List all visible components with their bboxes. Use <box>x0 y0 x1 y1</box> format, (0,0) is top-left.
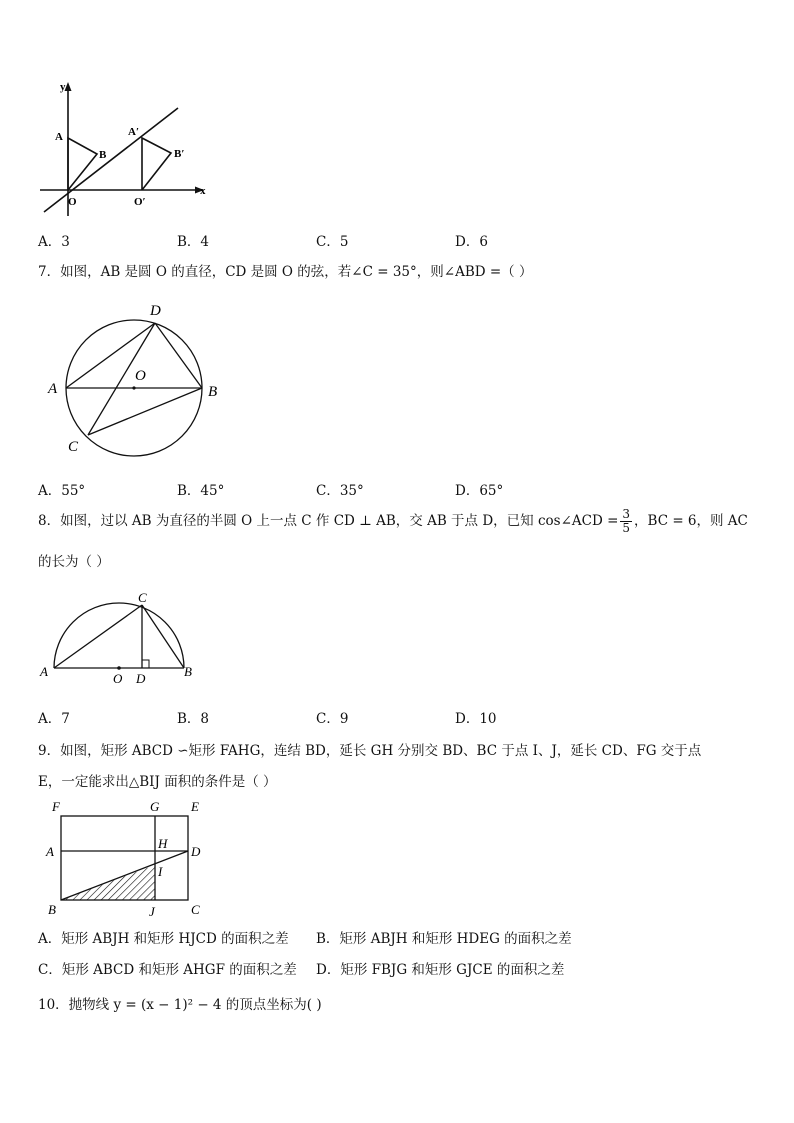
fig9-label-I: I <box>158 864 163 879</box>
fig6-label-y: y <box>60 81 66 93</box>
q7-option-c: C．35° <box>316 483 364 499</box>
fig8-label-A: A <box>40 664 48 679</box>
fig6-label-B: B <box>99 149 107 161</box>
figure-q6 <box>30 76 220 216</box>
q7-option-d: D．65° <box>455 483 504 499</box>
fig6-label-A-prime: A′ <box>128 126 140 138</box>
q8-option-a: A．7 <box>38 711 70 727</box>
q6-option-c: C．5 <box>316 234 349 250</box>
figure-q8-semicircle <box>36 590 206 690</box>
q8-frac-numerator: 3 <box>622 507 631 521</box>
fig9-label-H: H <box>158 836 168 851</box>
q9-option-d: D．矩形 FBJG 和矩形 GJCE 的面积之差 <box>316 962 565 978</box>
q8-option-b: B．8 <box>177 711 210 727</box>
q8-fraction <box>620 508 632 535</box>
fig8-label-C: C <box>138 590 147 605</box>
fig9-label-C: C <box>191 902 200 917</box>
fig7-label-A: A <box>48 381 58 397</box>
fig9-label-F: F <box>52 799 60 814</box>
fig6-label-A: A <box>55 131 63 143</box>
q8-option-c: C．9 <box>316 711 349 727</box>
fig8-label-B: B <box>184 664 192 679</box>
fig8-label-D: D <box>136 671 146 686</box>
q6-option-a: A．3 <box>38 234 70 250</box>
fig9-label-B: B <box>48 902 56 917</box>
fig6-label-x: x <box>200 185 206 197</box>
q8-question-line1 <box>38 506 748 536</box>
q7-question: 7．如图，AB 是圆 O 的直径，CD 是圆 O 的弦，若∠C = 35°，则∠ABD =（ ） <box>38 264 533 280</box>
q6-option-d: D．6 <box>455 234 488 250</box>
fig6-label-O-prime: O′ <box>134 196 146 208</box>
figure-q7-circle <box>40 298 230 458</box>
q9-option-c: C．矩形 ABCD 和矩形 AHGF 的面积之差 <box>38 962 297 978</box>
fig7-label-O: O <box>135 368 146 384</box>
q9-question-line1: 9．如图，矩形 ABCD ∽矩形 FAHG，连结 BD，延长 GH 分别交 BD、BC 于点 I、J，延长 CD、FG 交于点 <box>38 743 702 759</box>
q9-question-line2: E，一定能求出△BIJ 面积的条件是（ ） <box>38 774 277 790</box>
fig7-label-D: D <box>150 303 161 319</box>
fig7-label-C: C <box>68 439 79 455</box>
figure-q9-rectangles <box>40 798 220 920</box>
q10-question: 10．抛物线 y = (x − 1)² − 4 的顶点坐标为( ) <box>38 997 322 1013</box>
q6-option-b: B．4 <box>177 234 210 250</box>
q8-text-part1: 8．如图，过以 AB 为直径的半圆 O 上一点 C 作 CD ⊥ AB，交 AB 于点 D，已知 cos∠ACD = <box>38 513 619 529</box>
q9-option-b: B．矩形 ABJH 和矩形 HDEG 的面积之差 <box>316 931 572 947</box>
fig8-label-O: O <box>113 671 123 686</box>
fig9-label-J: J <box>149 904 155 919</box>
q8-text-part2: ，BC = 6，则 AC <box>634 513 748 529</box>
fig9-label-A: A <box>46 844 54 859</box>
fig6-label-B-prime: B′ <box>174 148 185 160</box>
q7-option-b: B．45° <box>177 483 225 499</box>
q7-option-a: A．55° <box>38 483 86 499</box>
q9-option-a: A．矩形 ABJH 和矩形 HJCD 的面积之差 <box>38 931 289 947</box>
fig9-label-G: G <box>150 799 160 814</box>
fig6-label-O: O <box>68 196 77 208</box>
fig9-label-E: E <box>191 799 199 814</box>
fig7-label-B: B <box>208 384 218 400</box>
q8-option-d: D．10 <box>455 711 497 727</box>
fig9-label-D: D <box>191 844 201 859</box>
q8-question-line2: 的长为（ ） <box>38 554 110 570</box>
q8-frac-denominator: 5 <box>622 521 631 535</box>
